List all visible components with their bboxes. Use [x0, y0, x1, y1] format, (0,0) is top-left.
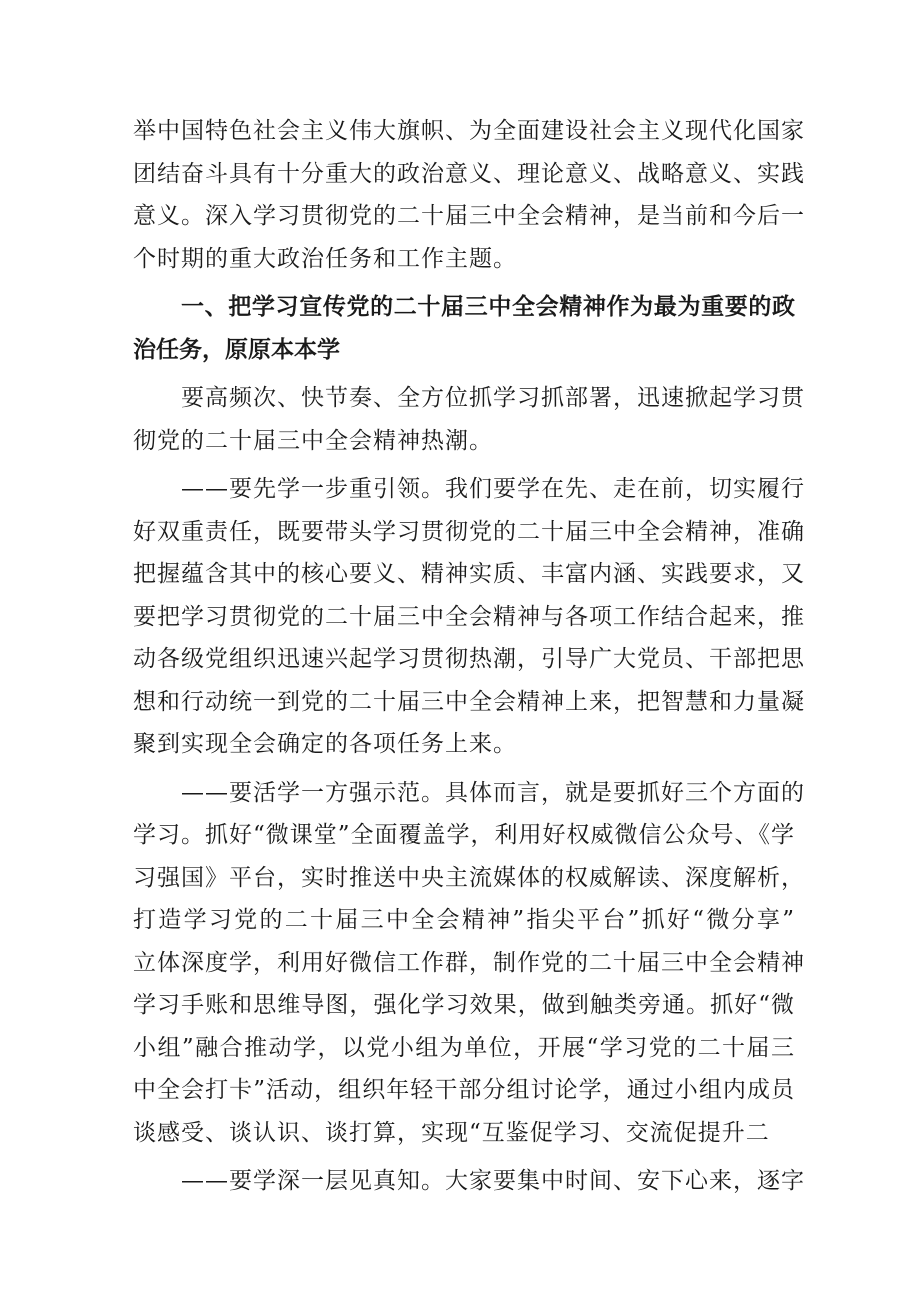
text-line: ——要学深一层见真知。大家要集中时间、安下心来，逐字 — [181, 1168, 805, 1194]
text-line: 把握蕴含其中的核心要义、精神实质、丰富内涵、实践要求，又 — [133, 561, 805, 587]
text-line: 中全会打卡”活动，组织年轻干部分组讨论学，通过小组内成员 — [133, 1077, 795, 1103]
section-heading-line: 一、把学习宣传党的二十届三中全会精神作为最为重要的政 — [181, 294, 795, 320]
text-line: 举中国特色社会主义伟大旗帜、为全面建设社会主义现代化国家 — [133, 118, 805, 144]
text-line: 学习手账和思维导图，强化学习效果，做到触类旁通。抓好“微 — [133, 992, 795, 1018]
text-line: 谈感受、谈认识、谈打算，实现“互鉴促学习、交流促提升二 — [133, 1119, 770, 1146]
text-line: ——要活学一方强示范。具体而言，就是要抓好三个方面的 — [181, 779, 805, 806]
text-line: 想和行动统一到党的二十届三中全会精神上来，把智慧和力量凝 — [133, 688, 805, 715]
text-line: 学习。抓好“微课堂”全面覆盖学，利用好权威微信公众号、《学 — [133, 822, 796, 848]
text-line: 团结奋斗具有十分重大的政治意义、理论意义、战略意义、实践 — [133, 160, 805, 187]
text-line: 意义。深入学习贯彻党的二十届三中全会精神，是当前和今后一 — [133, 203, 805, 229]
text-line: 立体深度学，利用好微信工作群，制作党的二十届三中全会精神 — [133, 949, 805, 976]
text-line: 要高频次、快节奏、全方位抓学习抓部署，迅速掀起学习贯 — [181, 385, 805, 411]
text-line: 个时期的重大政治任务和工作主题。 — [133, 245, 517, 272]
text-line: 聚到实现全会确定的各项任务上来。 — [133, 731, 517, 757]
text-line: 好双重责任，既要带头学习贯彻党的二十届三中全会精神，准确 — [133, 518, 805, 545]
text-line: 要把学习贯彻党的二十届三中全会精神与各项工作结合起来，推 — [133, 603, 805, 630]
text-line: 动各级党组织迅速兴起学习贯彻热潮，引导广大党员、干部把思 — [133, 646, 805, 672]
text-line: 小组”融合推动学，以党小组为单位，开展“学习党的二十届三 — [133, 1034, 795, 1061]
document-page — [133, 110, 805, 1203]
text-line: ——要先学一步重引领。我们要学在先、走在前，切实履行 — [181, 476, 805, 502]
text-line: 彻党的二十届三中全会精神热潮。 — [133, 427, 493, 454]
section-heading-line: 治任务，原原本本学 — [133, 336, 340, 363]
text-line: 习强国》平台，实时推送中央主流媒体的权威解读、深度解析， — [133, 864, 805, 891]
text-line: 打造学习党的二十届三中全会精神”指尖平台”抓好“微分享” — [133, 907, 795, 933]
